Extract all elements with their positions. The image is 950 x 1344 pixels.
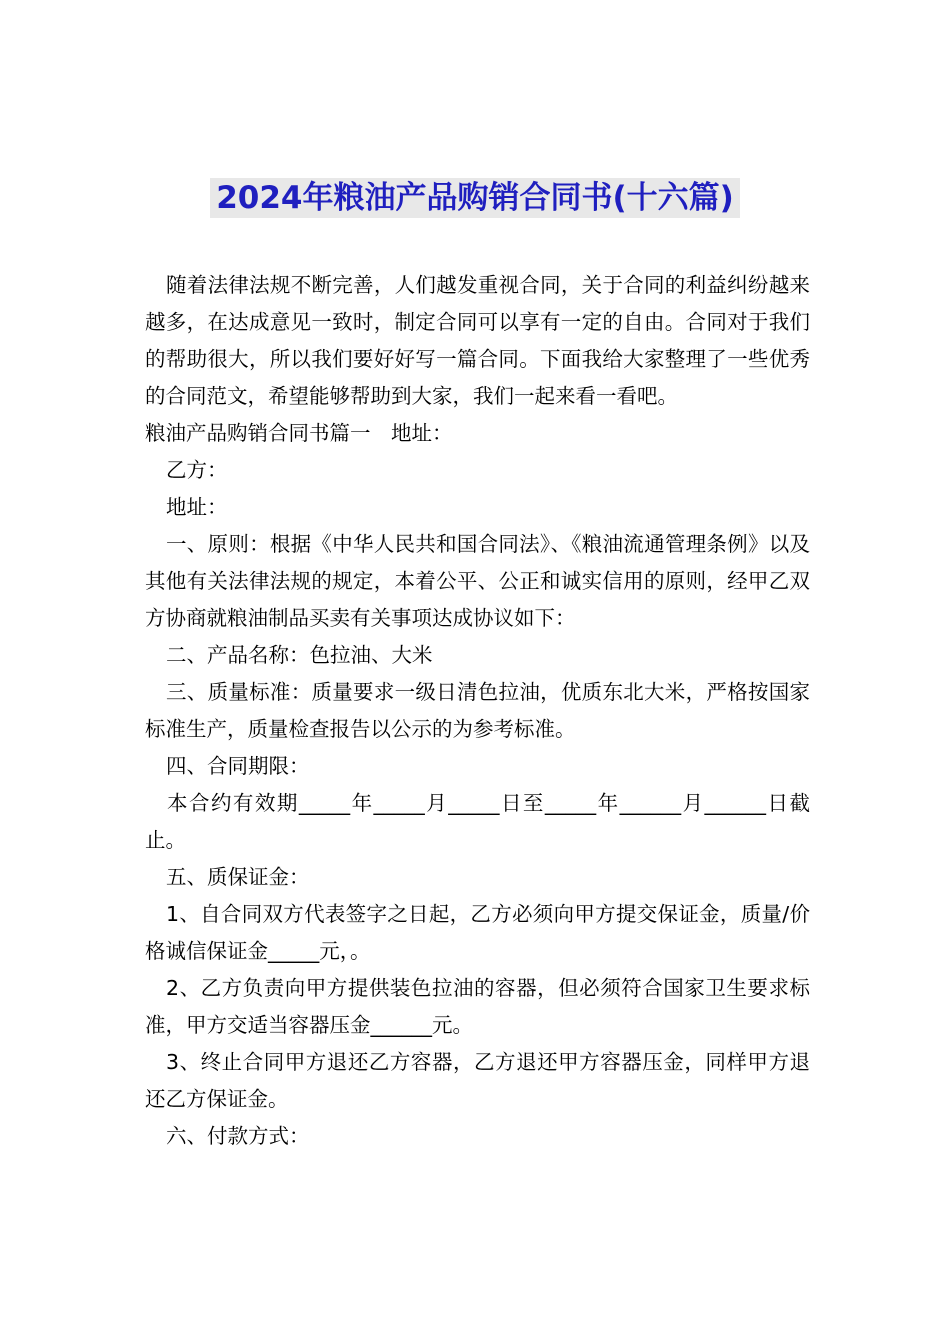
clause-product-name: 二、产品名称：色拉油、大米 (166, 643, 433, 667)
document-body (145, 267, 810, 1155)
intro-paragraph: 随着法律法规不断完善，人们越发重视合同，关于合同的利益纠纷越来越多，在达成意见一致时，制定合同可以享有一定的自由。合同对于我们的帮助很大，所以我们要好好写一篇合同。下面我给大家整理了一些优秀的合同范文，希望能够帮助到大家，我们一起来看一看吧。 (145, 273, 810, 408)
clause-deposit-2: 2、乙方负责向甲方提供装色拉油的容器，但必须符合国家卫生要求标准，甲方交适当容器压金______元。 (145, 976, 810, 1037)
party-b-line: 乙方： (166, 458, 228, 482)
clause-principle: 一、原则：根据《中华人民共和国合同法》、《粮油流通管理条例》以及其他有关法律法规的规定，本着公平、公正和诚实信用的原则，经甲乙双方协商就粮油制品买卖有关事项达成协议如下： (145, 532, 810, 630)
clause-deposit-3: 3、终止合同甲方退还乙方容器，乙方退还甲方容器压金，同样甲方退还乙方保证金。 (145, 1050, 810, 1111)
section-heading-1: 粮油产品购销合同书篇一 地址： (145, 421, 453, 445)
address-line: 地址： (166, 495, 228, 519)
document-title: 2024年粮油产品购销合同书(十六篇) (210, 178, 740, 218)
clause-payment-heading: 六、付款方式： (166, 1124, 310, 1148)
clause-term-detail: 本合约有效期_____年_____月_____日至_____年______月______日截止。 (145, 791, 810, 852)
title-container (0, 178, 950, 218)
clause-quality: 三、质量标准：质量要求一级日清色拉油，优质东北大米，严格按国家标准生产，质量检查报告以公示的为参考标准。 (145, 680, 810, 741)
clause-deposit-1: 1、自合同双方代表签字之日起，乙方必须向甲方提交保证金，质量/价格诚信保证金_____元，。 (145, 902, 810, 963)
clause-deposit-heading: 五、质保证金： (166, 865, 310, 889)
clause-term-heading: 四、合同期限： (166, 754, 310, 778)
